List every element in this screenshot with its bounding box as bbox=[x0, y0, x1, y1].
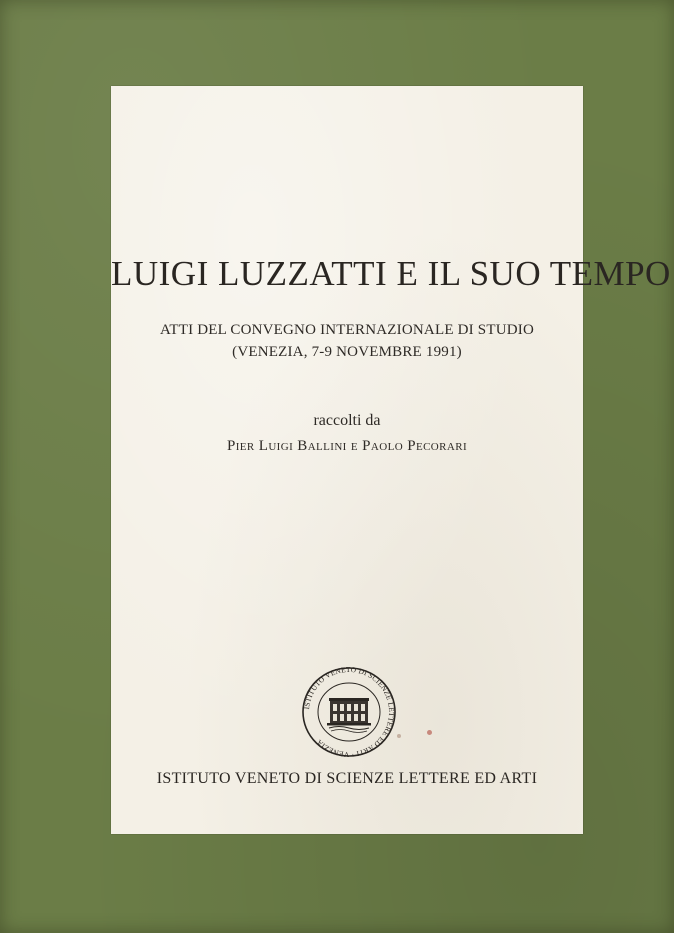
book-subtitle-line1: ATTI DEL CONVEGNO INTERNAZIONALE DI STUDIO bbox=[159, 322, 535, 338]
foxing-spot bbox=[397, 734, 401, 738]
seal-ring-text: ISTITUTO VENETO DI SCIENZE LETTERE ED ARTI · VENEZIA bbox=[302, 664, 397, 760]
foxing-spot bbox=[427, 730, 432, 735]
editors-names: Pier Luigi Ballini e Paolo Pecorari bbox=[226, 438, 468, 454]
title-label-panel bbox=[111, 86, 671, 834]
palazzo-icon bbox=[327, 698, 371, 733]
book-subtitle-line2: (VENEZIA, 7-9 NOVEMBRE 1991) bbox=[232, 344, 462, 360]
collected-by-text: raccolti da bbox=[313, 412, 381, 429]
book-title: LUIGI LUZZATTI E IL SUO TEMPO bbox=[111, 254, 671, 293]
publisher-name: ISTITUTO VENETO DI SCIENZE LETTERE ED ARTI bbox=[156, 770, 538, 787]
institute-seal-logo bbox=[299, 664, 399, 760]
